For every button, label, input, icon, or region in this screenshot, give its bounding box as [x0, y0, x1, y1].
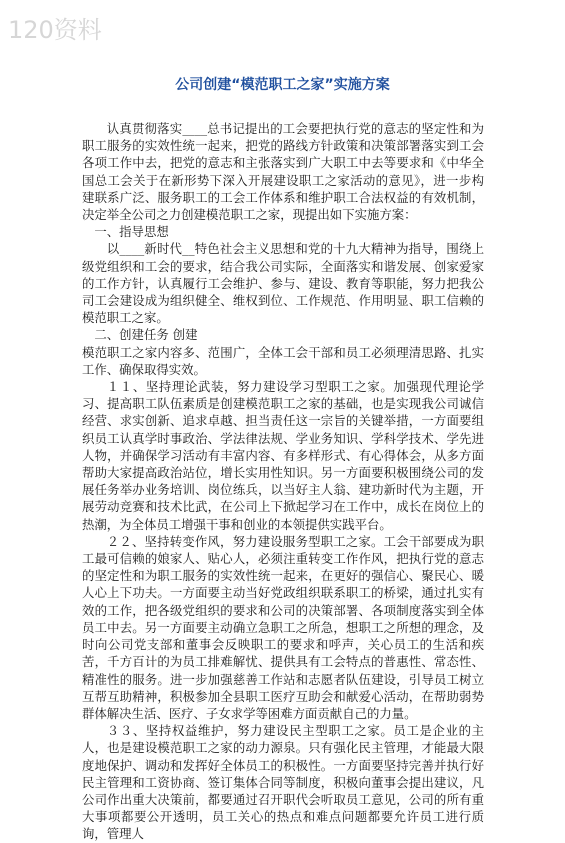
paragraph-intro: 认真贯彻落实____总书记提出的工会要把执行党的意志的坚定性和为职工服务的实效性统一起来，把党的路线方针政策和决策部署落实到工会各项工作中去，把党的意志和主张落实到广大职工中去等要求和《中华全国总工会关于在新形势下深入开展建设职工之家活动的意见》，进一步构建联系广泛、服务职工的工会工作体系和维护职工合法权益的有效机制，决定举全公司之力创建模范职工之家，现提出如下实施方案： — [82, 121, 484, 223]
section-heading-guiding: 一、指导思想 — [94, 224, 169, 240]
document-title: 公司创建“模范职工之家”实施方案 — [175, 77, 390, 93]
document-body — [82, 120, 484, 843]
paragraph-task-service: ２２、坚持转变作风，努力建设服务型职工之家。工会干部要成为职工最可信赖的娘家人、贴心人，必须注重转变工作作风，把执行党的意志的坚定性和为职工服务的实效性统一起来，在更好的强信心、聚民心、暖人心上下功夫。一方面要主动当好党政组织联系职工的桥梁，通过扎实有效的工作，把各级党组织的要求和公司的决策部署、各项制度落实到全体员工中去。另一方面要主动确立急职工之所急，想职工之所想的理念，及时向公司党支部和董事会反映职工的要求和呼声，关心员工的生活和疾苦，千方百计的为员工排难解忧、提供具有工会特点的普惠性、常态性、精准性的服务。进一步加强慈善工作站和志愿者队伍建设，引导员工树立互帮互助精神，积极参加全县职工医疗互助会和献爱心活动，在帮助弱势群体解决生活、医疗、子女求学等困难方面贡献自己的力量。 — [82, 533, 484, 721]
watermark-logo: 120资料 — [8, 16, 102, 44]
paragraph-task-democracy: ３３、坚持权益维护，努力建设民主型职工之家。员工是企业的主人，也是建设模范职工之家的动力源泉。只有强化民主管理，才能最大限度地保护、调动和发挥好全体员工的积极性。一方面要坚持完善并执行好民主管理和工资协商、签订集体合同等制度，积极向董事会提出建议，凡公司作出重大决策前，都要通过召开职代会听取员工意见，公司的所有重大事项都要公开透明，员工关心的热点和难点问题都要允许员工进行质询，管理人 — [82, 723, 484, 842]
section-heading-tasks: 二、创建任务 创建 — [94, 327, 198, 343]
paragraph-tasks-intro: 模范职工之家内容多、范围广，全体工会干部和员工必须理清思路、扎实工作、确保取得实效。 — [82, 344, 484, 377]
paragraph-guiding: 以____新时代__特色社会主义思想和党的十九大精神为指导，围绕上级党组织和工会的要求，结合我公司实际，全面落实和谐发展、创家爱家的工作方针，认真履行工会维护、参与、建设、教育等职能，努力把我公司工会建设成为组织健全、维权到位、工作规范、作用明显、职工信赖的模范职工之家。 — [82, 241, 484, 326]
paragraph-task-learning: １１、坚持理论武装，努力建设学习型职工之家。加强现代理论学习、提高职工队伍素质是创建模范职工之家的基础，也是实现我公司诚信经营、求实创新、追求卓越、担当责任这一宗旨的关键举措，一方面要组织员工认真学时事政治、学法律法规、学业务知识、学科学技术、学先进人物，并确保学习活动有丰富内容、有多样形式、有心得体会，从多方面帮助大家提高政治站位，增长实用性知识。另一方面要积极围绕公司的发展任务举办业务培训、岗位练兵，以当好主人翁、建功新时代为主题，开展劳动竞赛和技术比武，在公司上下掀起学习在工作中，成长在岗位上的热潮，为全体员工增强干事和创业的本领提供实践平台。 — [82, 379, 484, 532]
